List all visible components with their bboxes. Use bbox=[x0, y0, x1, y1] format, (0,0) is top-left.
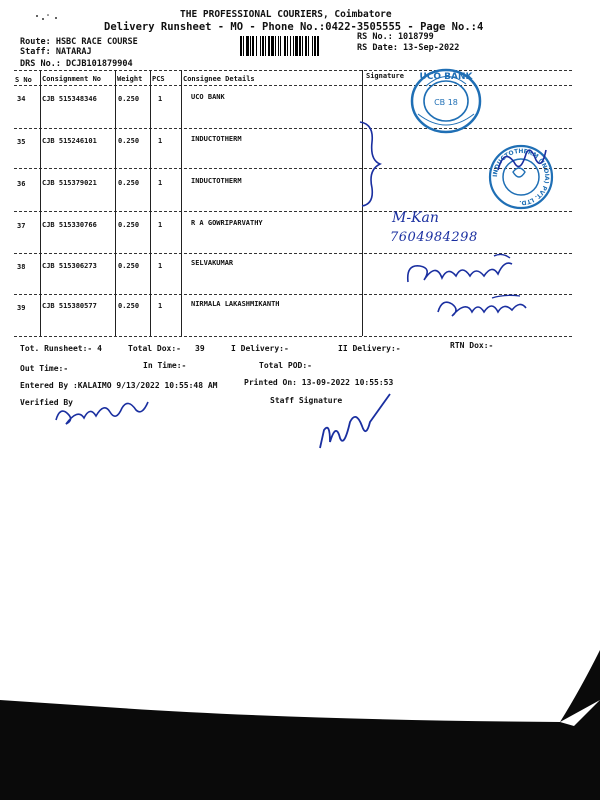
row-sno: 36 bbox=[17, 180, 26, 188]
handwritten-phone-row37: 7604984298 bbox=[390, 230, 478, 245]
rtn-dox: RTN Dox:- bbox=[450, 341, 494, 350]
row-weight: 0.250 bbox=[118, 137, 140, 145]
route-label: Route: HSBC RACE COURSE bbox=[20, 37, 138, 47]
row-consignee: NIRMALA LAKASHMIKANTH bbox=[191, 300, 280, 308]
verified-by: Verified By bbox=[20, 398, 73, 407]
header-consignee: Consignee Details bbox=[183, 75, 255, 83]
handwritten-brace bbox=[356, 118, 396, 210]
row-sno: 39 bbox=[17, 304, 26, 312]
row-consignee: UCO BANK bbox=[191, 93, 225, 101]
row-consignment: CJB 515306273 bbox=[42, 262, 97, 270]
header-weight: Weight bbox=[117, 75, 143, 83]
handwritten-staff-signature bbox=[310, 392, 400, 454]
row-weight: 0.250 bbox=[118, 302, 140, 310]
uco-stamp-code: CB 18 bbox=[434, 98, 458, 107]
row-consignment: CJB 515246101 bbox=[42, 137, 97, 145]
handwritten-signature-row39 bbox=[432, 292, 532, 322]
entered-by: Entered By :KALAIMO 9/13/2022 10:55:48 AM bbox=[20, 381, 218, 390]
scan-specks bbox=[34, 12, 74, 24]
row-consignment: CJB 515379021 bbox=[42, 179, 97, 187]
out-time: Out Time:- bbox=[20, 364, 69, 373]
row-consignment: CJB 515330766 bbox=[42, 221, 97, 229]
handwritten-initials bbox=[490, 140, 550, 180]
row-consignment: CJB 515380577 bbox=[42, 302, 97, 310]
header-consignment: Consignment No bbox=[42, 75, 102, 83]
drs-number: DRS No.: DCJB101879904 bbox=[20, 59, 133, 69]
uco-stamp-text: UCO BANK bbox=[419, 72, 473, 82]
row-consignee: SELVAKUMAR bbox=[191, 259, 234, 267]
row-pcs: 1 bbox=[158, 221, 163, 229]
total-pod: Total POD:- bbox=[259, 361, 312, 370]
row-sno: 35 bbox=[17, 138, 26, 146]
row-weight: 0.250 bbox=[118, 95, 140, 103]
row-sno: 38 bbox=[17, 263, 26, 271]
printed-on: Printed On: 13-09-2022 10:55:53 bbox=[244, 378, 394, 387]
inductotherm-ring-text: INDUCTOTHERM (INDIA) PVT. LTD. bbox=[491, 147, 551, 207]
row-consignee: INDUCTOTHERM bbox=[191, 177, 242, 185]
row-sno: 37 bbox=[17, 222, 26, 230]
staff-label: Staff: NATARAJ bbox=[20, 47, 92, 57]
row-consignee: INDUCTOTHERM bbox=[191, 135, 242, 143]
handwritten-signature-row38 bbox=[402, 252, 520, 290]
row-consignee: R A GOWRIPARVATHY bbox=[191, 219, 263, 227]
row-weight: 0.250 bbox=[118, 262, 140, 270]
runsheet-subtitle: Delivery Runsheet - MO - Phone No.:0422-3505555 - Page No.:4 bbox=[104, 21, 484, 33]
barcode bbox=[240, 36, 350, 56]
handwritten-verified-signature bbox=[52, 392, 152, 430]
row-sno: 34 bbox=[17, 95, 26, 103]
handwritten-name-row37: M-Kan bbox=[392, 210, 439, 226]
header-signature: Signature bbox=[366, 72, 404, 80]
row-pcs: 1 bbox=[158, 179, 163, 187]
company-name: THE PROFESSIONAL COURIERS, Coimbatore bbox=[180, 9, 392, 20]
in-time: In Time:- bbox=[143, 361, 187, 370]
staff-signature-label: Staff Signature bbox=[270, 396, 343, 405]
tot-runsheet: Tot. Runsheet:- 4 bbox=[20, 344, 102, 353]
header-pcs: PCS bbox=[152, 75, 165, 83]
row-weight: 0.250 bbox=[118, 179, 140, 187]
i-delivery: I Delivery:- bbox=[231, 344, 289, 353]
uco-bank-stamp bbox=[406, 64, 486, 138]
ii-delivery: II Delivery:- bbox=[338, 344, 401, 353]
rs-date: RS Date: 13-Sep-2022 bbox=[357, 43, 460, 53]
row-pcs: 1 bbox=[158, 302, 163, 310]
row-consignment: CJB 515348346 bbox=[42, 95, 97, 103]
row-pcs: 1 bbox=[158, 95, 163, 103]
row-weight: 0.250 bbox=[118, 221, 140, 229]
header-sno: S No bbox=[15, 76, 32, 84]
total-dox-value: 39 bbox=[195, 344, 205, 353]
rs-number: RS No.: 1018799 bbox=[357, 32, 434, 42]
row-pcs: 1 bbox=[158, 137, 163, 145]
row-pcs: 1 bbox=[158, 262, 163, 270]
total-dox-label: Total Dox:- bbox=[128, 344, 181, 353]
